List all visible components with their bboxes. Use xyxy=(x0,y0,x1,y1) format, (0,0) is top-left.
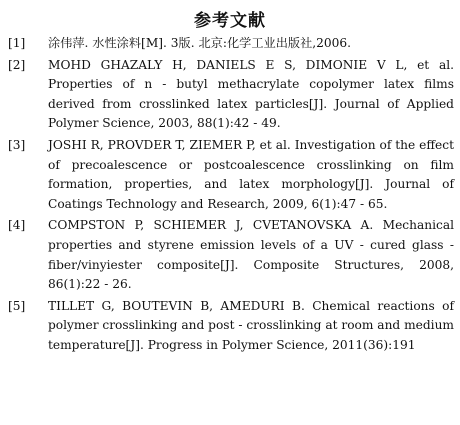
reference-number: [2] xyxy=(8,57,26,72)
reference-text: COMPSTON P, SCHIEMER J, CVETANOVSKA A. Mechanical properties and styrene emission levels of a UV - cured glass - fiber/vinyiester composite[J]. Composite Structures, 2008, 86(1):22 - 26. xyxy=(48,218,454,292)
reference-number: [1] xyxy=(8,36,26,50)
reference-list xyxy=(8,34,454,356)
reference-text: TILLET G, BOUTEVIN B, AMEDURI B. Chemical reactions of polymer crosslinking and post - crosslinking at room and medium temperature[J]. Progress in Polymer Science, 2011(36):191 xyxy=(48,298,454,352)
reference-number: [3] xyxy=(8,137,26,152)
reference-item xyxy=(8,297,454,356)
reference-number: [5] xyxy=(8,298,26,313)
reference-text: JOSHI R, PROVDER T, ZIEMER P, et al. Investigation of the effect of precoalescence or postcoalescence crosslinking on film formation, properties, and latex morphology[J]. Journal of Coatings Technology and Research, 2009, 6(1):47 - 65. xyxy=(48,137,454,211)
reference-text: MOHD GHAZALY H, DANIELS E S, DIMONIE V L, et al. Properties of n - butyl methacrylate copolymer latex films derived from crosslinked latex particles[J]. Journal of Applied Polymer Science, 2003, 88(1):42 - 49. xyxy=(48,57,454,131)
reference-item xyxy=(8,136,454,214)
section-title: 参考文献 xyxy=(194,11,266,31)
reference-item xyxy=(8,56,454,134)
reference-item xyxy=(8,34,454,54)
reference-number: [4] xyxy=(8,218,26,233)
reference-text: 涂伟萍. 水性涂料[M]. 3版. 北京:化学工业出版社,2006. xyxy=(48,36,352,50)
reference-item xyxy=(8,216,454,294)
